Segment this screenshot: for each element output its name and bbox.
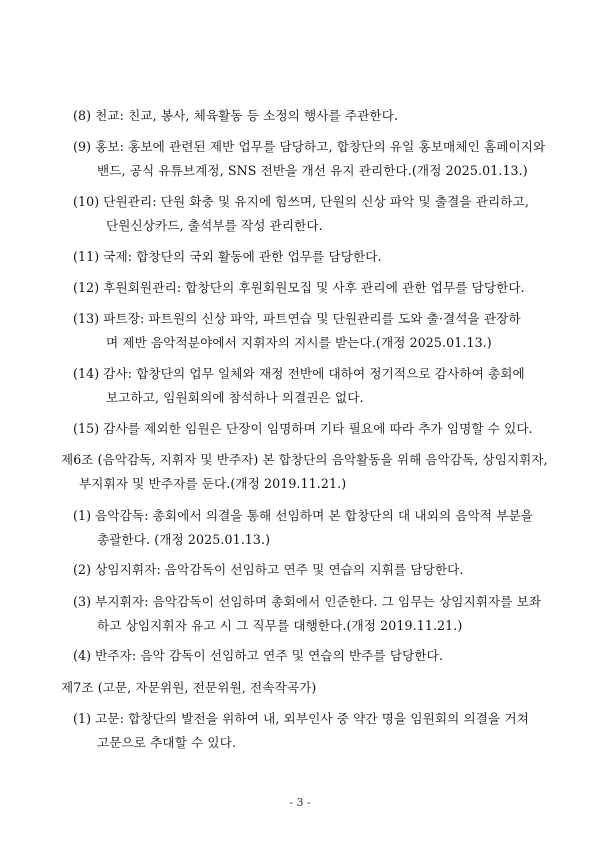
- item-number: (2): [73, 562, 92, 577]
- item-continuation: 고문으로 추대할 수 있다.: [97, 735, 237, 750]
- page-number: - 3 -: [289, 796, 311, 809]
- article-7-heading: 제7조 (고문, 자문위원, 전문위원, 전속작곡가): [61, 680, 317, 695]
- item-text: 부지휘자: 음악감독이 선임하며 총회에서 인준한다. 그 임무는 상임지휘자를 보좌: [95, 594, 542, 609]
- item-text: 천교: 친교, 봉사, 체육활동 등 소정의 행사를 주관한다.: [95, 108, 399, 123]
- list-item: [73, 249, 382, 265]
- list-item: [73, 421, 533, 437]
- item-text: 국제: 합창단의 국외 활동에 관한 업무를 담당한다.: [103, 249, 382, 264]
- item-text: 음악감독: 총회에서 의결을 통해 선임하며 본 합창단의 대 내외의 음악적 부분을: [95, 508, 534, 523]
- item-text: 단원관리: 단원 화충 및 유지에 힘쓰며, 단원의 신상 파악 및 출결을 관리하고,: [103, 194, 529, 209]
- list-item: [73, 311, 521, 327]
- list-item: [73, 366, 525, 382]
- item-text: 홍보: 홍보에 관련된 제반 업무를 담당하고, 합창단의 유일 홍보매체인 홈페이지와: [95, 139, 546, 154]
- list-item: [73, 508, 533, 524]
- item-text: 감사: 합창단의 업무 일체와 재정 전반에 대하여 정기적으로 감사하여 총회에: [103, 366, 525, 381]
- list-item: [73, 711, 529, 727]
- item-number: (10): [73, 194, 100, 209]
- item-text: 감사를 제외한 임원은 단장이 임명하며 기타 필요에 따라 추가 임명할 수 있다.: [103, 421, 533, 436]
- item-number: (1): [73, 711, 92, 726]
- list-item: [73, 280, 525, 296]
- article-6-heading: 제6조 (음악감독, 지휘자 및 반주자) 본 합창단의 음악활동을 위해 음악감독, 상임지휘자,: [61, 452, 548, 467]
- item-number: (14): [73, 366, 100, 381]
- item-text: 파트장: 파트원의 신상 파악, 파트연습 및 단원관리를 도와 출·결석을 관장하: [103, 311, 521, 326]
- article-6-continuation: 부지휘자 및 반주자를 둔다.(개정 2019.11.21.): [79, 476, 347, 491]
- item-number: (9): [73, 139, 92, 154]
- item-number: (4): [73, 648, 92, 663]
- item-continuation: 하고 상임지휘자 유고 시 그 직무를 대행한다.(개정 2019.11.21.): [97, 618, 463, 633]
- list-item: [73, 562, 463, 578]
- item-number: (13): [73, 311, 100, 326]
- item-text: 반주자: 음악 감독이 선임하고 연주 및 연습의 반주를 담당한다.: [95, 648, 444, 663]
- item-number: (3): [73, 594, 92, 609]
- item-number: (12): [73, 280, 100, 295]
- item-continuation: 총괄한다. (개정 2025.01.13.): [97, 532, 271, 547]
- item-text: 후원회원관리: 합창단의 후원회원모집 및 사후 관리에 관한 업무를 담당한다.: [103, 280, 525, 295]
- list-item: [73, 194, 529, 210]
- item-number: (8): [73, 108, 92, 123]
- item-number: (1): [73, 508, 92, 523]
- item-number: (15): [73, 421, 100, 436]
- item-continuation: 며 제반 음악적분야에서 지휘자의 지시를 받는다.(개정 2025.01.13.): [106, 335, 492, 350]
- item-continuation: 단원신상카드, 출석부를 작성 관리한다.: [106, 218, 323, 233]
- item-number: (11): [73, 249, 100, 264]
- list-item: [73, 108, 398, 124]
- item-continuation: 보고하고, 임원회의에 참석하나 의결권은 없다.: [106, 390, 364, 405]
- list-item: [73, 594, 541, 610]
- list-item: [73, 139, 545, 155]
- item-continuation: 밴드, 공식 유튜브계정, SNS 전반을 개선 유지 관리한다.(개정 2025.01.13.): [97, 163, 528, 178]
- item-text: 상임지휘자: 음악감독이 선임하고 연주 및 연습의 지휘를 담당한다.: [95, 562, 464, 577]
- item-text: 고문: 합창단의 발전을 위하여 내, 외부인사 중 약간 명을 임원회의 의결을 거쳐: [95, 711, 529, 726]
- list-item: [73, 648, 443, 664]
